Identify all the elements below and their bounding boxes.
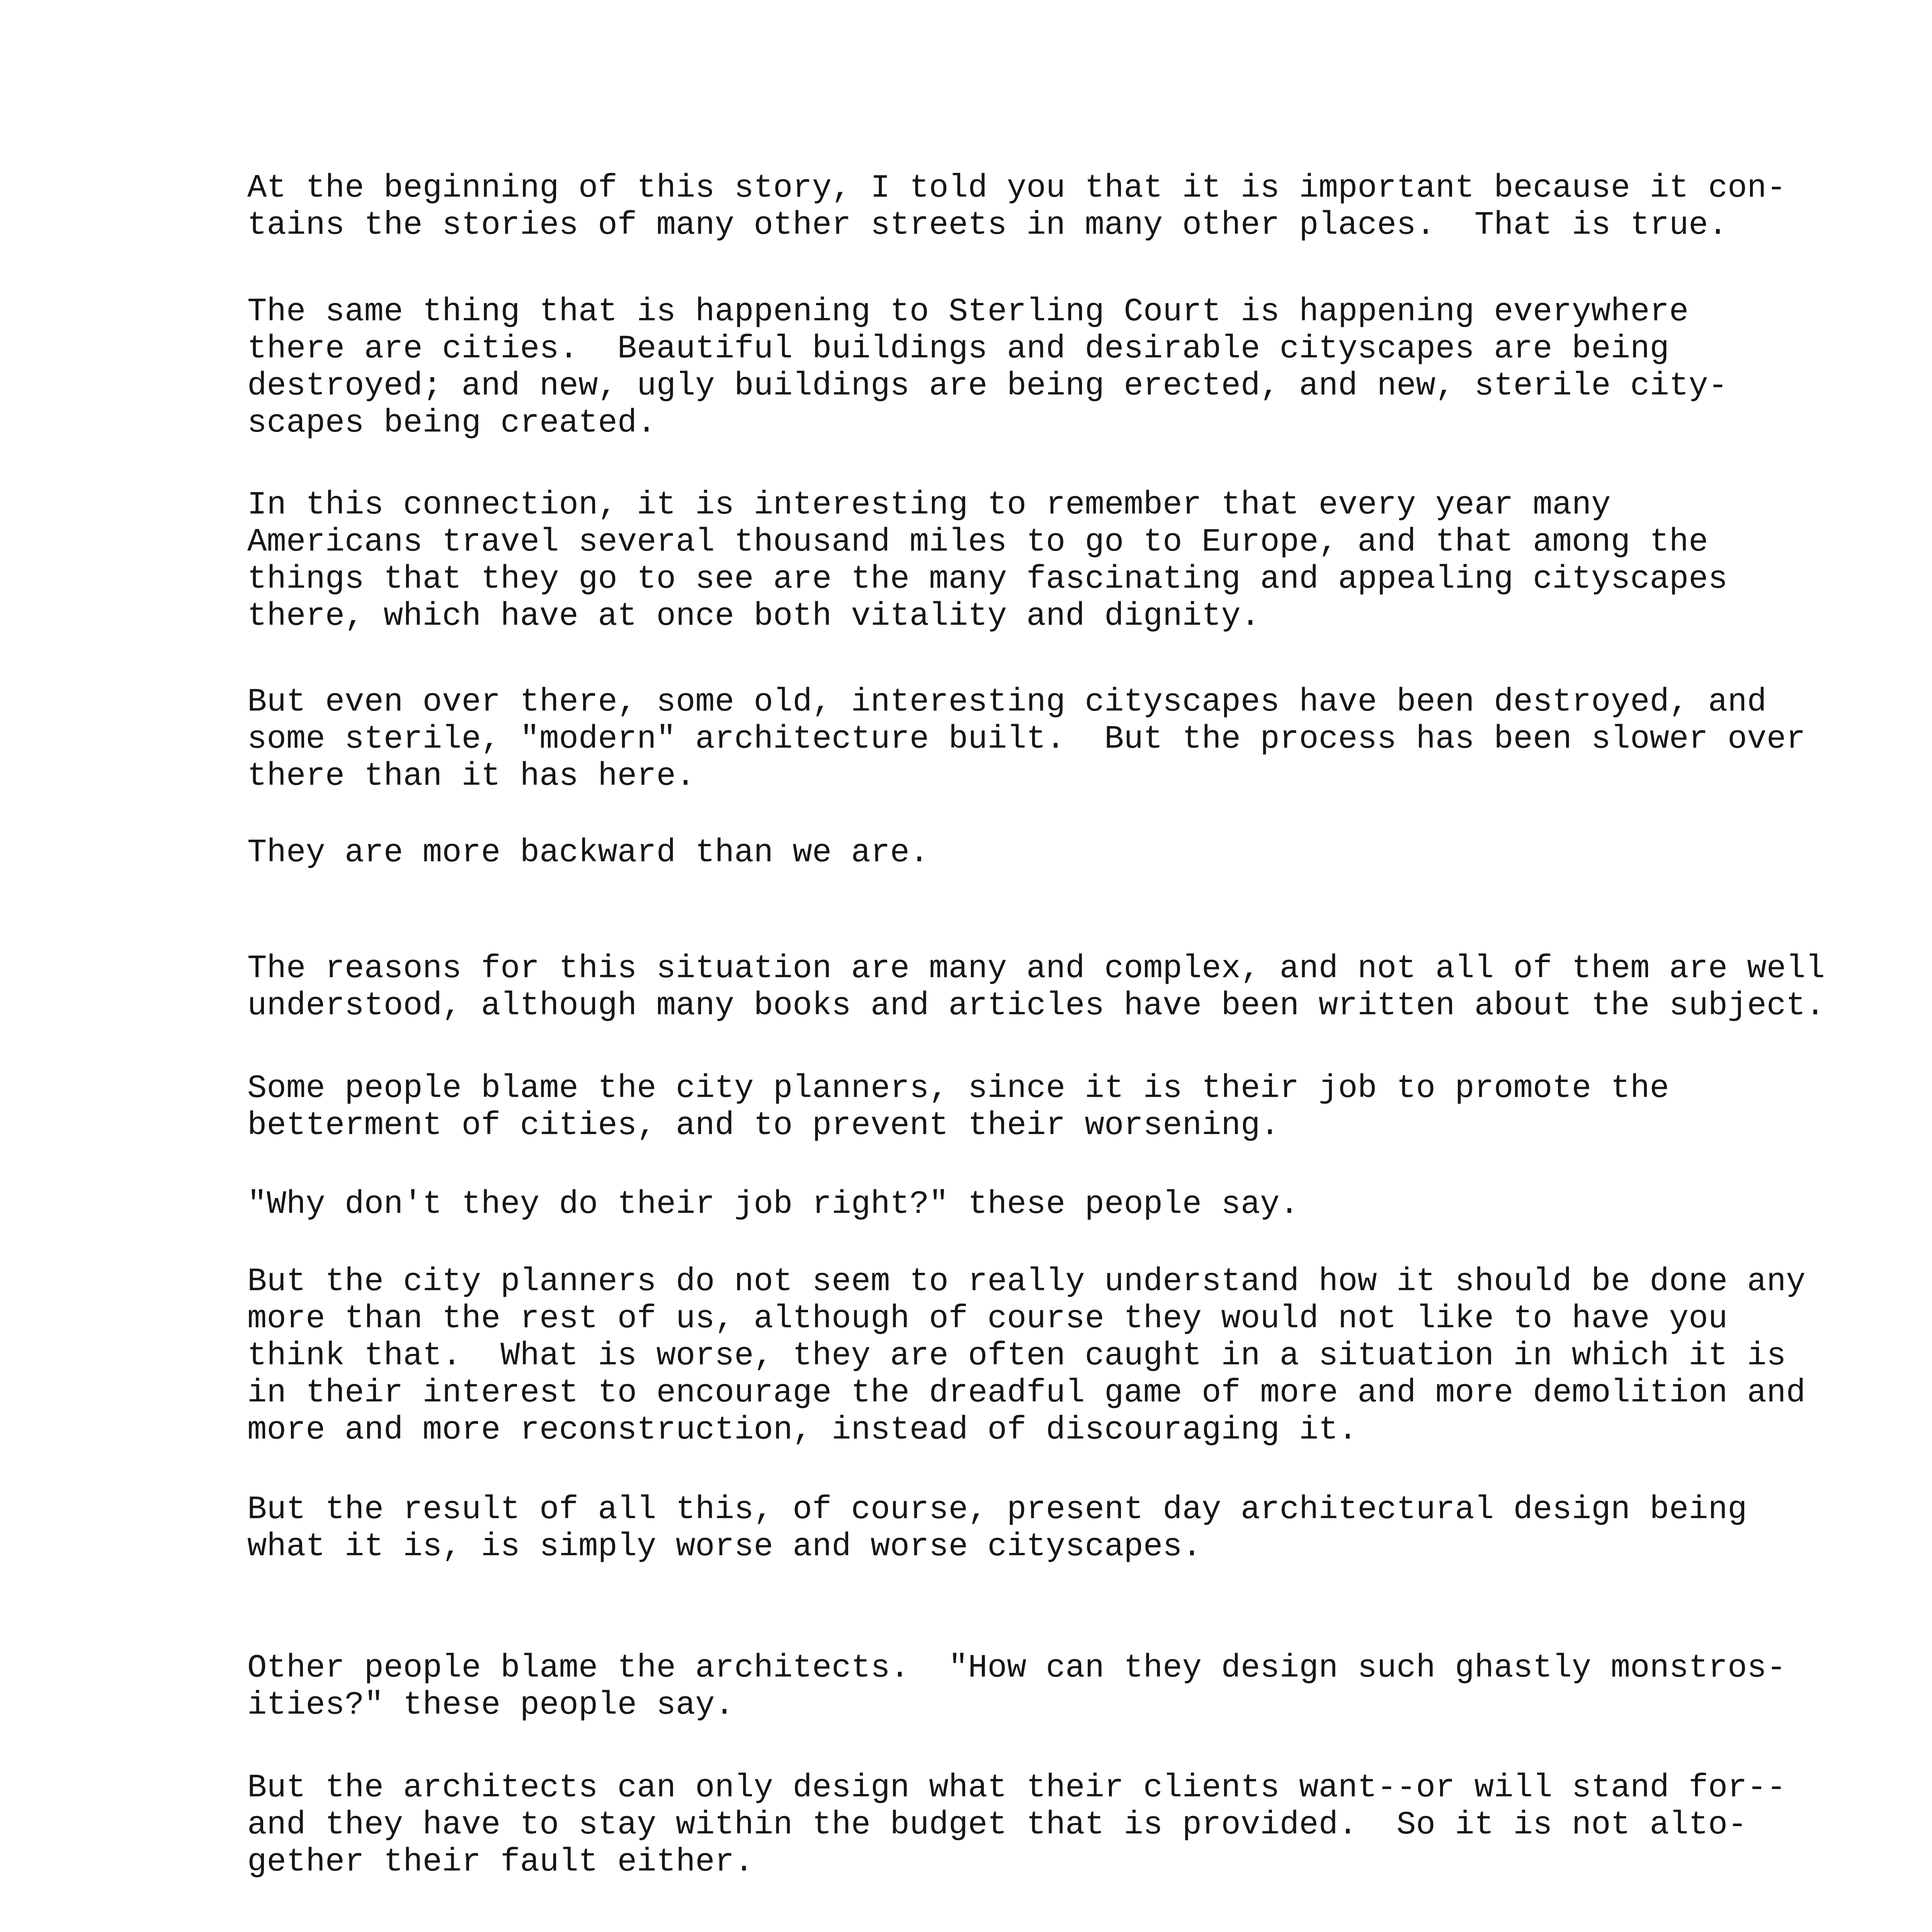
text-line: gether their fault either.: [247, 1844, 754, 1881]
text-line: understood, although many books and articles have been written about the subject.: [247, 988, 1825, 1024]
text-line: more than the rest of us, although of course they would not like to have you: [247, 1301, 1728, 1337]
paragraph-10: [247, 1492, 1932, 1566]
paragraph-4: [247, 684, 1932, 795]
text-line: Other people blame the architects. "How can they design such ghastly monstros-: [247, 1650, 1786, 1687]
paragraph-12: [247, 1770, 1932, 1881]
text-line: some sterile, "modern" architecture built. But the process has been slower over: [247, 721, 1806, 758]
text-line: there are cities. Beautiful buildings and desirable cityscapes are being: [247, 331, 1669, 367]
text-line: think that. What is worse, they are often caught in a situation in which it is: [247, 1338, 1786, 1374]
text-line: "Why don't they do their job right?" these people say.: [247, 1186, 1299, 1223]
paragraph-5: [247, 835, 1932, 872]
text-line: But the architects can only design what their clients want--or will stand for--: [247, 1770, 1786, 1806]
paragraph-3: [247, 487, 1932, 635]
text-line: and they have to stay within the budget that is provided. So it is not alto-: [247, 1807, 1747, 1844]
text-line: in their interest to encourage the dreadful game of more and more demolition and: [247, 1375, 1806, 1412]
text-line: But even over there, some old, interesting cityscapes have been destroyed, and: [247, 684, 1767, 721]
text-line: Americans travel several thousand miles to go to Europe, and that among the: [247, 524, 1708, 561]
text-line: In this connection, it is interesting to remember that every year many: [247, 487, 1611, 524]
text-line: Some people blame the city planners, since it is their job to promote the: [247, 1070, 1669, 1107]
paragraph-1: [247, 170, 1932, 244]
paragraph-7: [247, 1070, 1932, 1145]
text-line: more and more reconstruction, instead of discouraging it.: [247, 1412, 1358, 1449]
text-line: tains the stories of many other streets in many other places. That is true.: [247, 207, 1728, 244]
paragraph-8: [247, 1186, 1932, 1223]
text-line: there, which have at once both vitality and dignity.: [247, 598, 1260, 635]
text-line: ities?" these people say.: [247, 1687, 735, 1724]
text-line: destroyed; and new, ugly buildings are being erected, and new, sterile city-: [247, 368, 1728, 405]
text-line: But the city planners do not seem to really understand how it should be done any: [247, 1264, 1806, 1300]
text-line: betterment of cities, and to prevent their worsening.: [247, 1107, 1280, 1144]
paragraph-9: [247, 1264, 1932, 1449]
text-line: The reasons for this situation are many and complex, and not all of them are well: [247, 951, 1825, 987]
text-line: things that they go to see are the many fascinating and appealing cityscapes: [247, 561, 1728, 598]
text-line: The same thing that is happening to Sterling Court is happening everywhere: [247, 294, 1689, 330]
paragraph-2: [247, 294, 1932, 442]
text-line: what it is, is simply worse and worse cityscapes.: [247, 1529, 1202, 1565]
text-line: scapes being created.: [247, 405, 656, 442]
paragraph-6: [247, 951, 1932, 1025]
text-line: there than it has here.: [247, 758, 696, 795]
text-line: But the result of all this, of course, present day architectural design being: [247, 1492, 1747, 1528]
text-line: At the beginning of this story, I told you that it is important because it con-: [247, 170, 1786, 207]
paragraph-11: [247, 1650, 1932, 1724]
text-line: They are more backward than we are.: [247, 835, 929, 871]
